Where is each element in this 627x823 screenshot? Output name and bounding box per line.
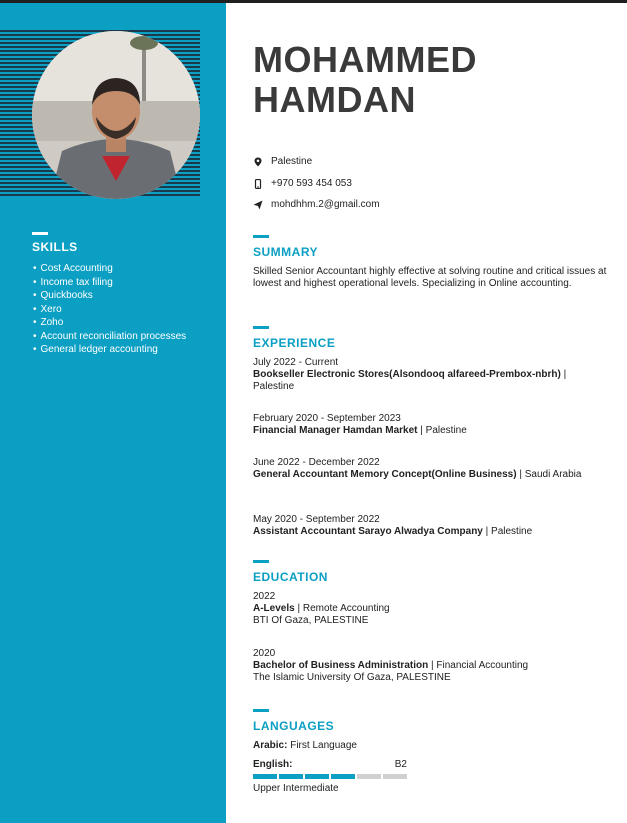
contact-location — [253, 156, 312, 167]
contact-email[interactable] — [253, 199, 380, 210]
skill-item: • Xero — [33, 303, 186, 317]
experience-dates: June 2022 - December 2022 — [253, 457, 380, 468]
education-field: | Remote Accounting — [294, 603, 390, 614]
send-icon — [253, 200, 263, 210]
language-arabic — [253, 740, 608, 752]
experience-role-line — [253, 425, 608, 437]
experience-item — [253, 457, 608, 481]
proficiency-segment — [331, 774, 355, 779]
education-year: 2022 — [253, 591, 276, 602]
experience-place: | Palestine — [482, 526, 533, 537]
education-school: BTI Of Gaza, PALESTINE — [253, 615, 369, 626]
skill-item: • Account reconciliation processes — [33, 330, 186, 344]
education-item — [253, 591, 608, 627]
skills-accent-bar — [32, 232, 48, 235]
english-level: Upper Intermediate — [253, 783, 339, 794]
experience-role: Bookseller Electronic Stores(Alsondooq alfareed-Prembox-nbrh) — [253, 369, 561, 380]
education-degree-line — [253, 603, 608, 615]
summary-heading: SUMMARY — [253, 245, 319, 259]
profile-photo-illustration — [32, 31, 200, 199]
map-pin-icon — [253, 157, 263, 167]
education-year: 2020 — [253, 648, 276, 659]
experience-role-line — [253, 469, 608, 481]
language-code: B2 — [394, 759, 407, 770]
experience-role: Financial Manager Hamdan Market — [253, 425, 418, 436]
proficiency-segment — [305, 774, 329, 779]
last-name: HAMDAN — [253, 79, 416, 120]
experience-place: | Saudi Arabia — [516, 469, 582, 480]
education-accent-bar — [253, 560, 269, 563]
experience-place: | Palestine — [253, 369, 567, 392]
skill-item: • Quickbooks — [33, 289, 186, 303]
experience-place: | Palestine — [417, 425, 467, 436]
experience-accent-bar — [253, 326, 269, 329]
phone-text: +970 593 454 053 — [271, 178, 352, 189]
languages-heading: LANGUAGES — [253, 719, 335, 733]
english-proficiency-bar — [253, 774, 407, 779]
experience-role-line — [253, 526, 608, 538]
skills-list — [33, 262, 186, 357]
experience-heading: EXPERIENCE — [253, 336, 336, 350]
experience-item — [253, 413, 608, 437]
experience-role-line — [253, 369, 608, 393]
proficiency-segment — [253, 774, 277, 779]
education-school: The Islamic University Of Gaza, PALESTINE — [253, 672, 451, 683]
experience-dates: February 2020 - September 2023 — [253, 413, 401, 424]
proficiency-segment — [357, 774, 381, 779]
language-english — [253, 759, 407, 771]
skill-item: • General ledger accounting — [33, 343, 186, 357]
contact-phone — [253, 178, 352, 189]
skills-heading: SKILLS — [32, 240, 78, 254]
profile-photo — [32, 31, 200, 199]
location-text: Palestine — [271, 156, 313, 167]
experience-role: Assistant Accountant Sarayo Alwadya Company — [253, 526, 483, 537]
candidate-name — [253, 40, 477, 120]
experience-item — [253, 514, 608, 538]
experience-role: General Accountant Memory Concept(Online Business) — [253, 469, 517, 480]
education-item — [253, 648, 608, 684]
skill-item: • Income tax filing — [33, 276, 186, 290]
language-name: Arabic: — [253, 740, 288, 751]
language-name: English: — [253, 759, 293, 770]
experience-item — [253, 357, 608, 393]
summary-accent-bar — [253, 235, 269, 238]
education-heading: EDUCATION — [253, 570, 328, 584]
proficiency-segment — [383, 774, 407, 779]
first-name: MOHAMMED — [253, 39, 477, 80]
education-field: | Financial Accounting — [428, 660, 529, 671]
education-degree: A-Levels — [253, 603, 295, 614]
language-level: First Language — [287, 740, 357, 751]
summary-text: Skilled Senior Accountant highly effective at solving routine and critical issues at lowest and highest operational levels. Specializing in Online accounting. — [253, 266, 607, 289]
proficiency-segment — [279, 774, 303, 779]
phone-icon — [253, 179, 263, 189]
skill-item: • Zoho — [33, 316, 186, 330]
experience-dates: May 2020 - September 2022 — [253, 514, 380, 525]
education-degree: Bachelor of Business Administration — [253, 660, 429, 671]
email-text[interactable]: mohdhhm.2@gmail.com — [271, 199, 380, 210]
experience-dates: July 2022 - Current — [253, 357, 339, 368]
languages-accent-bar — [253, 709, 269, 712]
skill-item: • Cost Accounting — [33, 262, 186, 276]
education-degree-line — [253, 660, 608, 672]
